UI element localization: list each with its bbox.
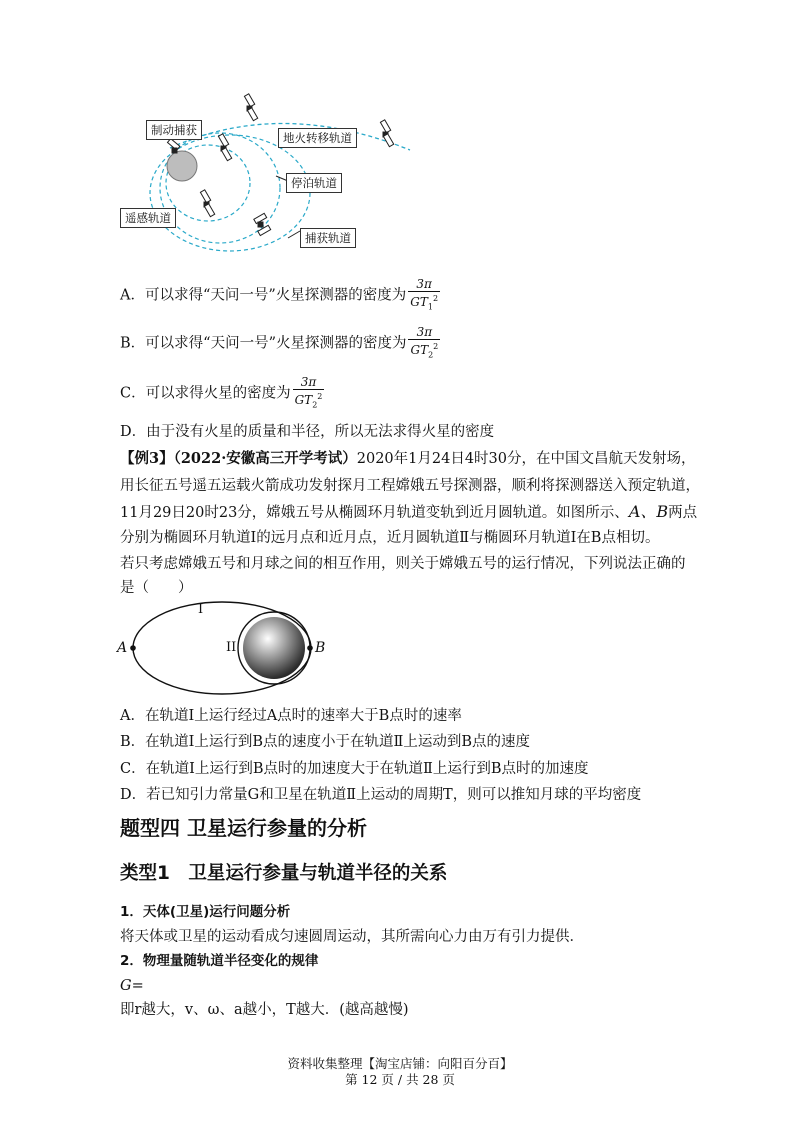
satellite-icon <box>218 134 231 161</box>
mars-planet <box>167 151 197 181</box>
footer-page-number: 第 12 页 / 共 28 页 <box>345 1072 455 1087</box>
label-parking-orbit: 停泊轨道 <box>286 173 342 193</box>
label-orbit-I: I <box>198 602 204 617</box>
example3-line5: 若只考虑嫦娥五号和月球之间的相互作用，则关于嫦娥五号的运行情况，下列说法正确的 <box>120 556 686 572</box>
moon-orbit-diagram <box>112 598 327 703</box>
option-d: D．由于没有火星的质量和半径，所以无法求得火星的密度 <box>120 424 495 440</box>
fraction-a: $\frac{3\pi}{GT_1^2}$ <box>410 277 439 312</box>
option-c: C．可以求得火星的密度为 $\frac{3\pi}{GT_2^2}$ <box>120 375 323 410</box>
satellite-icon <box>380 120 393 147</box>
label-mars-transfer-orbit: 地火转移轨道 <box>278 128 357 148</box>
label-braking-capture: 制动捕获 <box>146 120 202 140</box>
item2-title: 2．物理量随轨道半径变化的规律 <box>120 953 319 969</box>
section-subtitle: 类型1 卫星运行参量与轨道半径的关系 <box>120 863 448 884</box>
example3-line4: 分别为椭圆环月轨道Ⅰ的远月点和近月点，近月圆轨道Ⅱ与椭圆环月轨道Ⅰ在B点相切。 <box>120 530 660 546</box>
moon-sphere <box>243 617 305 679</box>
option2-b: B．在轨道Ⅰ上运行到B点的速度小于在轨道Ⅱ上运动到B点的速度 <box>120 734 531 750</box>
item1-title: 1．天体(卫星)运行问题分析 <box>120 904 291 920</box>
item1-text: 将天体或卫星的运动看成匀速圆周运动，其所需向心力由万有引力提供． <box>120 929 584 945</box>
section-title: 题型四 卫星运行参量的分析 <box>120 816 367 840</box>
label-point-b: B <box>315 640 326 656</box>
example3-line3: 11月29日20时23分，嫦娥五号从椭圆环月轨道变轨到近月圆轨道。如图所示、A、B两点 <box>120 502 698 521</box>
example3-line6: 是（ ） <box>120 580 193 596</box>
mars-orbit-diagram <box>110 88 430 253</box>
point-b-dot <box>307 645 313 651</box>
satellite-icon <box>200 190 214 217</box>
option2-a: A．在轨道Ⅰ上运行经过A点时的速率大于B点时的速率 <box>120 708 462 724</box>
label-point-a: A <box>117 640 128 656</box>
example3-line1: 【例3】（2022·安徽高三开学考试）2020年1月24日4时30分，在中国文昌航天发射场， <box>120 450 696 467</box>
equation-g: G= <box>120 978 144 994</box>
conclusion-text: 即r越大，v、ω、a越小，T越大．(越高越慢) <box>120 1002 409 1018</box>
fraction-c: $\frac{3\pi}{GT_2^2}$ <box>294 375 323 410</box>
satellite-icon <box>167 139 179 153</box>
example3-line2: 用长征五号遥五运载火箭成功发射探月工程嫦娥五号探测器，顺利将探测器送入预定轨道， <box>120 478 700 494</box>
option-a: A．可以求得“天问一号”火星探测器的密度为 $\frac{3\pi}{GT_1^2}$ <box>120 277 439 312</box>
mars-orbit-figure <box>110 88 430 253</box>
option2-c: C．在轨道Ⅰ上运行到B点时的加速度大于在轨道Ⅱ上运行到B点时的加速度 <box>120 761 589 777</box>
label-orbit-II: II <box>226 640 237 655</box>
option2-d: D．若已知引力常量G和卫星在轨道Ⅱ上运动的周期T，则可以推知月球的平均密度 <box>120 787 642 803</box>
footer-source: 资料收集整理【淘宝店铺：向阳百分百】 <box>287 1056 513 1071</box>
label-capture-orbit: 捕获轨道 <box>300 228 356 248</box>
point-a-dot <box>130 645 136 651</box>
satellite-icon <box>244 94 257 121</box>
fraction-b: $\frac{3\pi}{GT_2^2}$ <box>410 325 439 360</box>
moon-orbit-figure <box>112 598 327 703</box>
option-b: B．可以求得“天问一号”火星探测器的密度为 $\frac{3\pi}{GT_2^2}$ <box>120 325 439 360</box>
label-remote-sensing-orbit: 遥感轨道 <box>120 208 176 228</box>
